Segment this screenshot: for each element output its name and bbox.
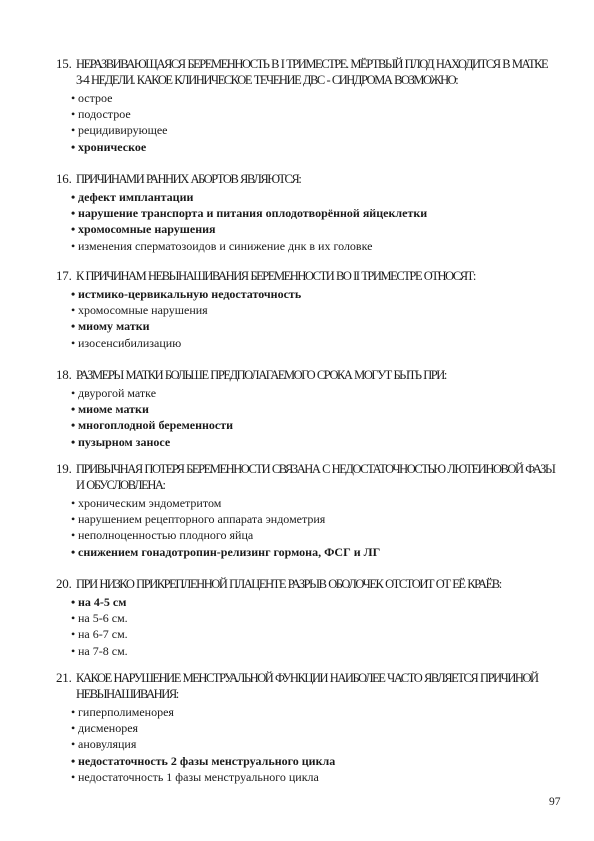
question-number: 17. [56,268,72,283]
answer-option-correct [71,221,556,237]
question-number: 15. [56,56,72,71]
answer-option [71,122,556,138]
question-block [56,576,556,659]
answer-option-text: дефект имплантации [78,190,194,204]
answer-option-text: истмико-цервикальную недостаточность [78,287,302,301]
answer-option-text: многоплодной беременности [78,418,234,433]
question-header [56,56,556,88]
answer-option-correct [71,434,556,450]
answer-options [56,90,556,155]
answer-option [71,626,556,642]
answer-options [56,286,556,351]
bullet-icon: • [71,190,76,204]
bullet-icon: • [71,107,76,122]
answer-option-text: недостаточность 2 фазы менструального цикла [78,753,336,768]
answer-option-text: хромосомные нарушения [78,303,208,318]
bullet-icon: • [71,512,76,527]
answer-option-text: хроническим эндометритом [78,496,222,510]
question-block [56,670,556,785]
bullet-icon: • [71,721,76,736]
answer-option-text: рецидивирующее [78,123,168,138]
question-block [56,367,556,450]
bullet-icon: • [71,402,76,417]
answer-option-correct [71,139,556,155]
bullet-icon: • [71,123,76,138]
answer-option [71,610,556,626]
answer-option-text: пузырном заносе [78,434,171,449]
answer-option-text: гиперполименорея [78,705,174,719]
answer-option-text: недостаточность 1 фазы менструального цикла [78,769,319,784]
answer-option-text: на 5-6 см. [78,611,128,626]
answer-option-text: изосенсибилизацию [78,335,182,350]
answer-option-text: неполноценностью плодного яйца [78,528,254,543]
answer-option [71,511,556,527]
answer-options [56,189,556,254]
answer-option-text: ановуляция [78,737,137,752]
bullet-icon: • [71,386,76,400]
bullet-icon: • [71,705,76,719]
bullet-icon: • [71,434,76,449]
question-block [56,268,556,351]
answer-option [71,238,556,254]
answer-option-correct [71,544,556,560]
answer-option-text: нарушением рецепторного аппарата эндометрия [78,512,326,527]
answer-option-text: на 7-8 см. [78,643,128,658]
bullet-icon: • [71,595,76,609]
question-header [56,171,556,187]
answer-option [71,736,556,752]
bullet-icon: • [71,91,76,105]
question-block [56,461,556,560]
answer-options [56,495,556,560]
answer-options [56,704,556,785]
answer-option-text: нарушение транспорта и питания оплодотворённой яйцеклетки [78,206,428,221]
answer-options [56,385,556,450]
bullet-icon: • [71,496,76,510]
bullet-icon: • [71,335,76,350]
answer-option-correct [71,205,556,221]
question-header [56,576,556,592]
question-text: К ПРИЧИНАМ НЕВЫНАШИВАНИЯ БЕРЕМЕННОСТИ ВО II ТРИМЕСТРЕ ОТНОСЯТ: [76,269,475,283]
answer-option [71,704,556,720]
question-number: 21. [56,670,72,685]
answer-option [71,527,556,543]
question-number: 16. [56,171,72,186]
answer-option-correct [71,753,556,769]
bullet-icon: • [71,319,76,334]
answer-option-text: острое [78,91,113,105]
question-header [56,268,556,284]
answer-option-text: изменения сперматозоидов и синижение днк в их головке [78,238,373,253]
question-text: РАЗМЕРЫ МАТКИ БОЛЬШЕ ПРЕДПОЛАГАЕМОГО СРОКА МОГУТ БЫТЬ ПРИ: [76,368,446,382]
bullet-icon: • [71,418,76,433]
bullet-icon: • [71,627,76,642]
answer-option-correct [71,401,556,417]
answer-option-text: подострое [78,107,131,122]
answer-option-text: дисменорея [78,721,139,736]
question-text: ПРИВЫЧНАЯ ПОТЕРЯ БЕРЕМЕННОСТИ СВЯЗАНА С НЕДОСТАТОЧНОСТЬЮ ЛЮТЕИНОВОЙ ФАЗЫ И ОБУСЛОВЛЕНА: [76,462,555,492]
question-header [56,461,556,493]
bullet-icon: • [71,753,76,768]
bullet-icon: • [71,643,76,658]
question-block [56,56,556,155]
answer-option-text: двурогой матке [78,386,157,400]
question-header [56,670,556,702]
question-text: ПРИ НИЗКО ПРИКРЕПЛЕННОЙ ПЛАЦЕНТЕ РАЗРЫВ ОБОЛОЧЕК ОТСТОИТ ОТ ЕЁ КРАЁВ: [76,577,501,591]
answer-option-text: снижением гонадотропин-релизинг гормона, ФСГ и ЛГ [78,544,381,559]
question-text: НЕРАЗВИВАЮЩАЯСЯ БЕРЕМЕННОСТЬ В I ТРИМЕСТРЕ. МЁРТВЫЙ ПЛОД НАХОДИТСЯ В МАТКЕ 3-4 НЕДЕЛИ. КАКОЕ КЛИНИЧЕСКОЕ ТЕЧЕНИЕ ДВС - СИНДРОМА ВОЗМОЖНО: [76,57,548,87]
answer-option [71,302,556,318]
bullet-icon: • [71,528,76,543]
answer-option-correct [71,318,556,334]
answer-option-text: миому матки [78,319,150,334]
page-number: 97 [549,796,561,808]
answer-option-correct [71,189,556,205]
bullet-icon: • [71,222,76,237]
answer-option [71,335,556,351]
bullet-icon: • [71,287,76,301]
answer-option [71,90,556,106]
answer-option [71,495,556,511]
answer-option [71,385,556,401]
bullet-icon: • [71,769,76,784]
question-number: 18. [56,367,72,382]
answer-options [56,594,556,659]
question-text: ПРИЧИНАМИ РАННИХ АБОРТОВ ЯВЛЯЮТСЯ: [76,172,301,186]
bullet-icon: • [71,544,76,559]
question-number: 19. [56,461,72,476]
bullet-icon: • [71,303,76,318]
bullet-icon: • [71,206,76,221]
answer-option-text: на 6-7 см. [78,627,128,642]
answer-option-text: хромосомные нарушения [78,222,216,237]
bullet-icon: • [71,611,76,626]
answer-option-text: хроническое [78,139,147,154]
answer-option [71,769,556,785]
question-number: 20. [56,576,72,591]
answer-option-text: миоме матки [78,402,149,417]
question-block [56,171,556,254]
answer-option [71,643,556,659]
bullet-icon: • [71,238,76,253]
bullet-icon: • [71,737,76,752]
answer-option [71,106,556,122]
answer-option-correct [71,286,556,302]
bullet-icon: • [71,139,76,154]
answer-option-correct [71,417,556,433]
answer-option [71,720,556,736]
answer-option-correct [71,594,556,610]
question-header [56,367,556,383]
answer-option-text: на 4-5 см [78,595,127,609]
question-text: КАКОЕ НАРУШЕНИЕ МЕНСТРУАЛЬНОЙ ФУНКЦИИ НАИБОЛЕЕ ЧАСТО ЯВЛЯЕТСЯ ПРИЧИНОЙ НЕВЫНАШИВАНИЯ: [76,671,538,701]
